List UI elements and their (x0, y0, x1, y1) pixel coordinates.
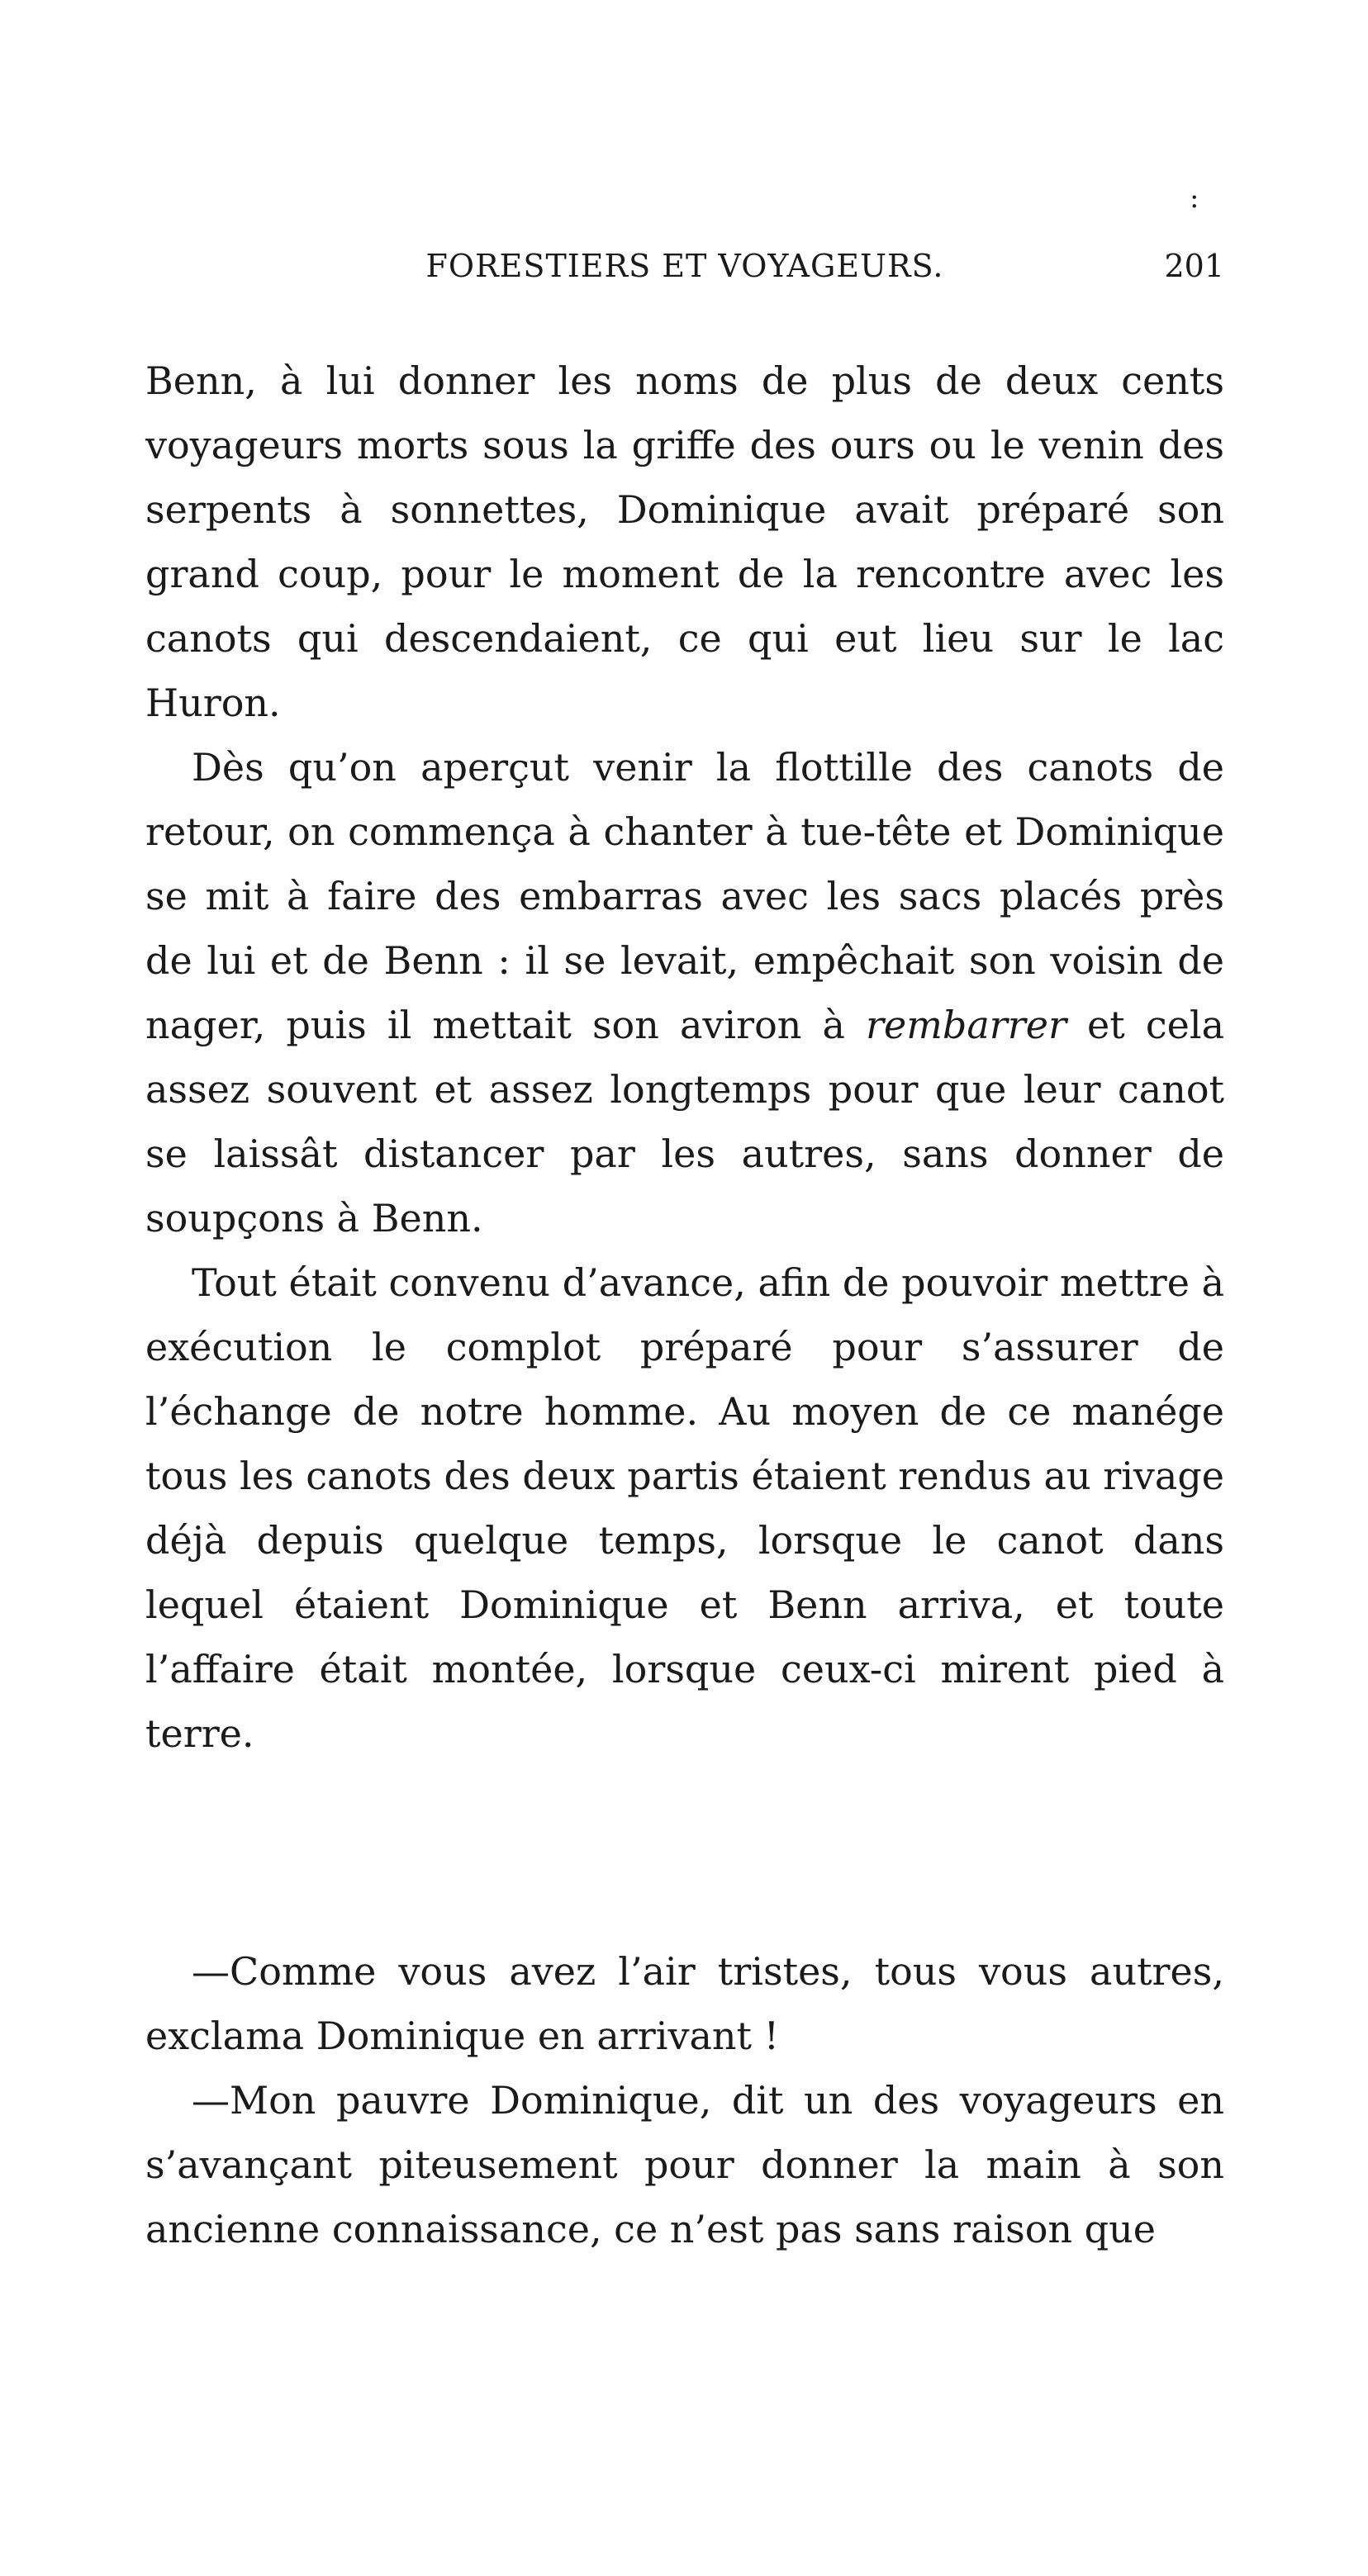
page-header (145, 241, 1224, 291)
paragraph-4-text: —Comme vous avez l’air tristes, tous vous autres, exclama Dominique en arrivant ! (145, 1949, 1224, 2058)
body-text (145, 349, 1224, 2261)
paragraph-3 (145, 1250, 1224, 1766)
paragraph-1 (145, 349, 1224, 735)
paragraph-2 (145, 735, 1224, 1250)
section-break (145, 1766, 1224, 1939)
paragraph-2-text-end: et cela assez souvent et assez longtemps pour que leur canot se laissât distancer par les autres, sans donner de soupçons à Benn. (145, 1003, 1224, 1241)
running-head: FORESTIERS ET VOYAGEURS. (425, 248, 944, 284)
paragraph-2-text-start: Dès qu’on aperçut venir la flottille des canots de retour, on commença à chanter à tue-tête et Dominique se mit à faire des embarras avec les sacs placés près de lui et de Benn : il se levait, empêchait son voisin de nager, puis il mettait son aviron à (145, 745, 1224, 1047)
corner-mark: : (1190, 182, 1199, 215)
page-number: 201 (1164, 248, 1224, 284)
paragraph-3-text: Tout était convenu d’avance, afin de pouvoir mettre à exécution le complot préparé pour s’assurer de l’échange de notre homme. Au moyen de ce manége tous les canots des deux partis étaient rendus au rivage déjà depuis quelque temps, lorsque le canot dans lequel étaient Dominique et Benn arriva, et toute l’affaire était montée, lorsque ceux-ci mirent pied à terre. (145, 1260, 1224, 1756)
italic-word: rembarrer (866, 1003, 1066, 1047)
paragraph-1-text: Benn, à lui donner les noms de plus de deux cents voyageurs morts sous la griffe des ours ou le venin des serpents à sonnettes, Dominique avait préparé son grand coup, pour le moment de la rencontre avec les canots qui descendaient, ce qui eut lieu sur le lac Huron. (145, 358, 1224, 725)
paragraph-4 (145, 1939, 1224, 2068)
paragraph-5 (145, 2068, 1224, 2261)
paragraph-5-text: —Mon pauvre Dominique, dit un des voyageurs en s’avançant piteusement pour donner la main à son ancienne connaissance, ce n’est pas sans raison que (145, 2078, 1224, 2251)
